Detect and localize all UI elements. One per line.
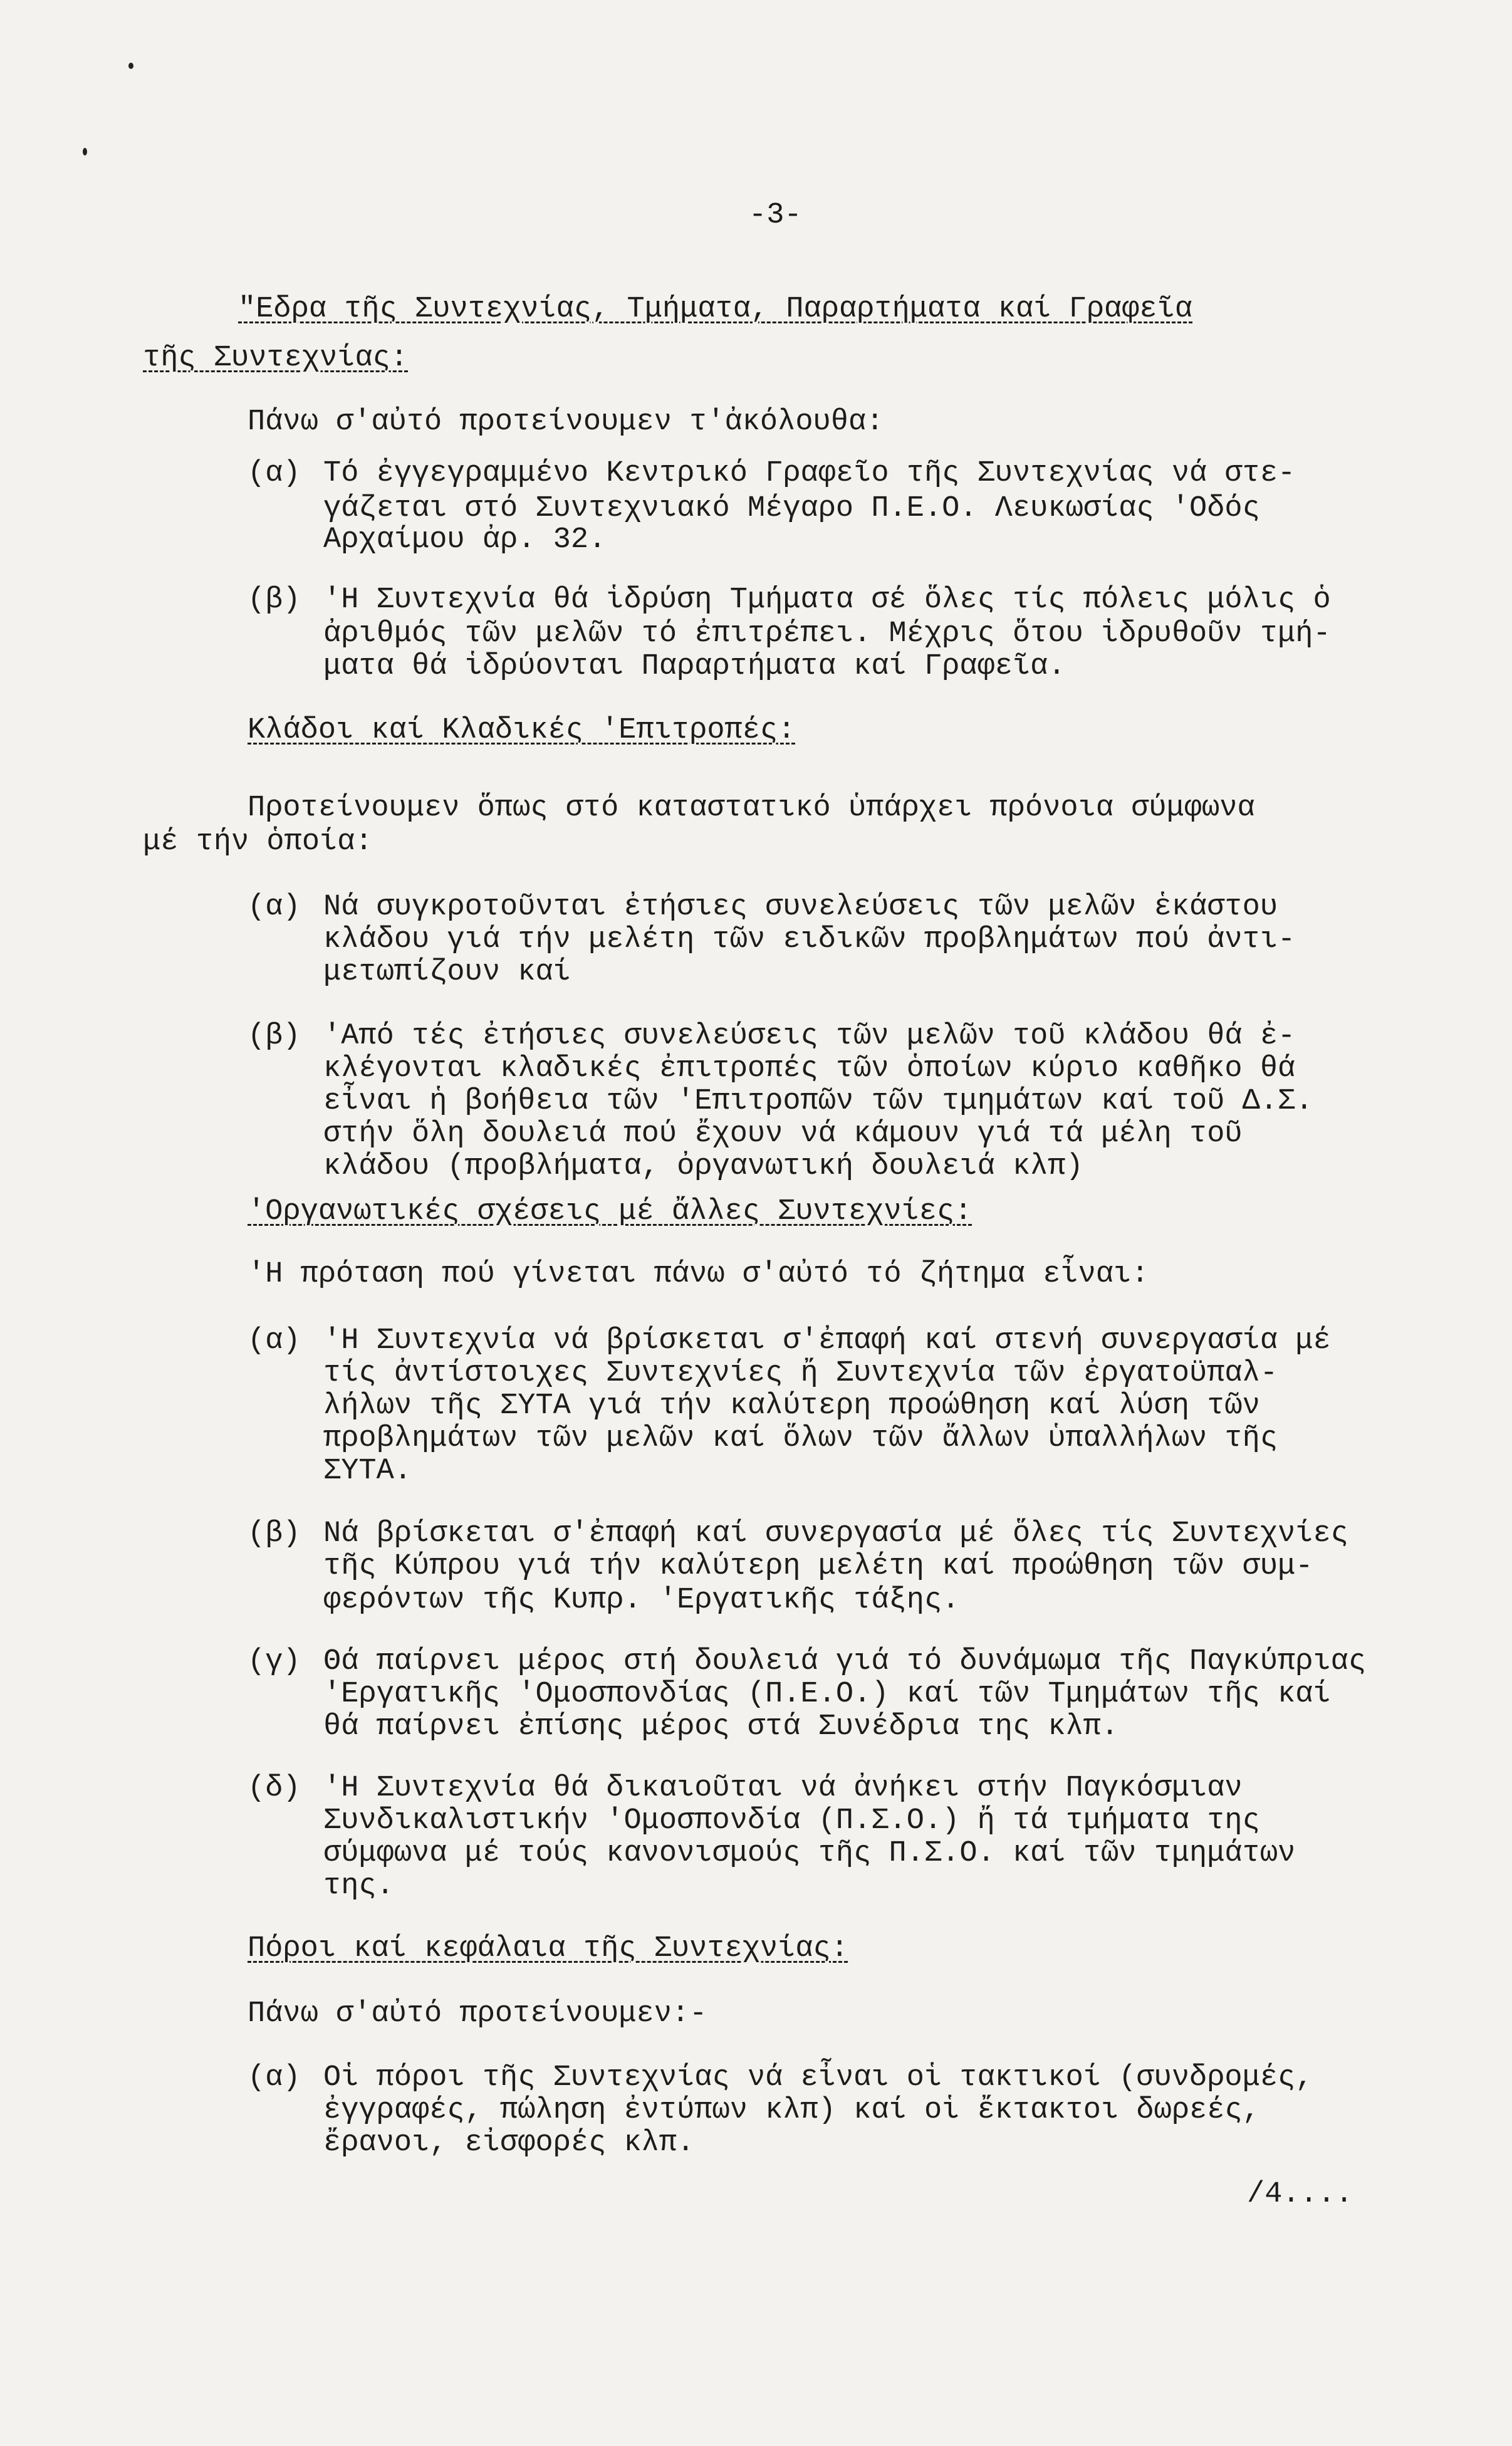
intro-branches-cont: μέ τήν ὁποία: [143,825,373,859]
item-text-line: κλέγονται κλαδικές ἐπιτροπές τῶν ὁποίων κύριο καθῆκο θά [323,1052,1296,1085]
item-label: (α) [248,891,301,924]
scan-speck [83,148,87,155]
item-text-line: ματα θά ἱδρύονται Παραρτήματα καί Γραφεῖα. [323,650,1066,683]
heading-office: "Εδρα τῆς Συντεχνίας, Τμήματα, Παραρτήματα καί Γραφεῖα [238,293,1193,326]
item-label: (α) [248,1324,301,1357]
item-text-line: φερόντων τῆς Κυπρ. 'Εργατικῆς τάξης. [323,1584,960,1617]
intro-relations: 'Η πρόταση πού γίνεται πάνω σ'αὐτό τό ζήτημα εἶναι: [248,1258,1149,1291]
item-text-line: μετωπίζουν καί [323,956,571,989]
heading-branches: Κλάδοι καί Κλαδικές 'Επιτροπές: [248,714,796,747]
item-text-line: 'Η Συντεχνία νά βρίσκεται σ'ἐπαφή καί στενή συνεργασία μέ [323,1324,1331,1357]
item-text-line: 'Από τές ἐτήσιες συνελεύσεις τῶν μελῶν τοῦ κλάδου θά ἐ- [323,1020,1296,1053]
item-text-line: Αρχαίμου ἀρ. 32. [323,523,607,557]
intro-office: Πάνω σ'αὐτό προτείνουμεν τ'ἀκόλουθα: [248,405,884,439]
item-text-line: 'Η Συντεχνία θά δικαιοῦται νά ἀνήκει στήν Παγκόσμιαν [323,1772,1243,1805]
item-text-line: τίς ἀντίστοιχες Συντεχνίες ἤ Συντεχνία τῶν ἐργατοϋπαλ- [323,1357,1278,1390]
item-text-line: προβλημάτων τῶν μελῶν καί ὅλων τῶν ἄλλων ὑπαλλήλων τῆς [323,1422,1278,1455]
item-label: (α) [248,2061,301,2094]
item-label: (β) [248,1020,301,1053]
item-text-line: Συνδικαλιστικήν 'Ομοσπονδία (Π.Σ.Ο.) ἤ τά τμήματα της [323,1804,1260,1837]
item-text-line: θά παίρνει ἐπίσης μέρος στά Συνέδρια της κλπ. [323,1710,1119,1743]
item-label: (β) [248,1517,301,1550]
item-text-line: Νά βρίσκεται σ'ἐπαφή καί συνεργασία μέ ὅλες τίς Συντεχνίες [323,1517,1348,1550]
item-text-line: εἶναι ἡ βοήθεια τῶν 'Επιτροπῶν τῶν τμημάτων καί τοῦ Δ.Σ. [323,1085,1313,1118]
continuation-marker: /4.... [1247,2178,1353,2211]
item-text-line: ἔρανοι, εἰσφορές κλπ. [323,2126,695,2160]
item-text-line: γάζεται στό Συντεχνιακό Μέγαρο Π.Ε.Ο. Λευκωσίας 'Οδός [323,492,1260,525]
item-text-line: της. [323,1869,394,1903]
item-text-line: κλάδου γιά τήν μελέτη τῶν ειδικῶν προβλημάτων πού ἀντι- [323,923,1296,956]
page-number: -3- [749,199,802,232]
item-text-line: σύμφωνα μέ τούς κανονισμούς τῆς Π.Σ.Ο. καί τῶν τμημάτων [323,1837,1296,1870]
item-text-line: 'Εργατικῆς 'Ομοσπονδίας (Π.Ε.Ο.) καί τῶν Τμημάτων τῆς καί [323,1678,1331,1711]
heading-office-cont: τῆς Συντεχνίας: [143,342,409,375]
item-text-line: ἀριθμός τῶν μελῶν τό ἐπιτρέπει. Μέχρις ὅτου ἱδρυθοῦν τμή- [323,617,1331,651]
scan-speck [128,63,133,69]
item-text-line: Οἱ πόροι τῆς Συντεχνίας νά εἶναι οἱ τακτικοί (συνδρομές, [323,2061,1313,2094]
item-text-line: κλάδου (προβλήματα, ὀργανωτική δουλειά κλπ) [323,1150,1083,1183]
item-text-line: ἐγγραφές, πώληση ἐντύπων κλπ) καί οἱ ἔκτακτοι δωρεές, [323,2094,1260,2127]
item-text-line: 'Η Συντεχνία θά ἱδρύση Τμήματα σέ ὅλες τίς πόλεις μόλις ὁ [323,583,1331,617]
item-text-line: Θά παίρνει μέρος στή δουλειά γιά τό δυνάμωμα τῆς Παγκύπριας [323,1645,1367,1678]
item-text-line: Νά συγκροτοῦνται ἐτήσιες συνελεύσεις τῶν μελῶν ἑκάστου [323,891,1278,924]
heading-relations: 'Οργανωτικές σχέσεις μέ ἄλλες Συντεχνίες: [248,1195,972,1228]
item-text-line: στήν ὅλη δουλειά πού ἔχουν νά κάμουν γιά τά μέλη τοῦ [323,1117,1243,1151]
intro-branches: Προτείνουμεν ὅπως στό καταστατικό ὑπάρχει πρόνοια σύμφωνα [248,792,1255,825]
item-label: (β) [248,583,301,617]
item-text-line: ΣΥΤΑ. [323,1455,412,1488]
heading-resources: Πόροι καί κεφάλαια τῆς Συντεχνίας: [248,1932,848,1965]
item-label: (γ) [248,1645,301,1678]
item-label: (α) [248,457,301,490]
item-text-line: Τό ἐγγεγραμμένο Κεντρικό Γραφεῖο τῆς Συντεχνίας νά στε- [323,457,1296,490]
intro-resources: Πάνω σ'αὐτό προτείνουμεν:- [248,1997,707,2030]
item-text-line: λήλων τῆς ΣΥΤΑ γιά τήν καλύτερη προώθηση καί λύση τῶν [323,1389,1260,1423]
item-label: (δ) [248,1772,301,1805]
item-text-line: τῆς Κύπρου γιά τήν καλύτερη μελέτη καί προώθηση τῶν συμ- [323,1550,1313,1583]
